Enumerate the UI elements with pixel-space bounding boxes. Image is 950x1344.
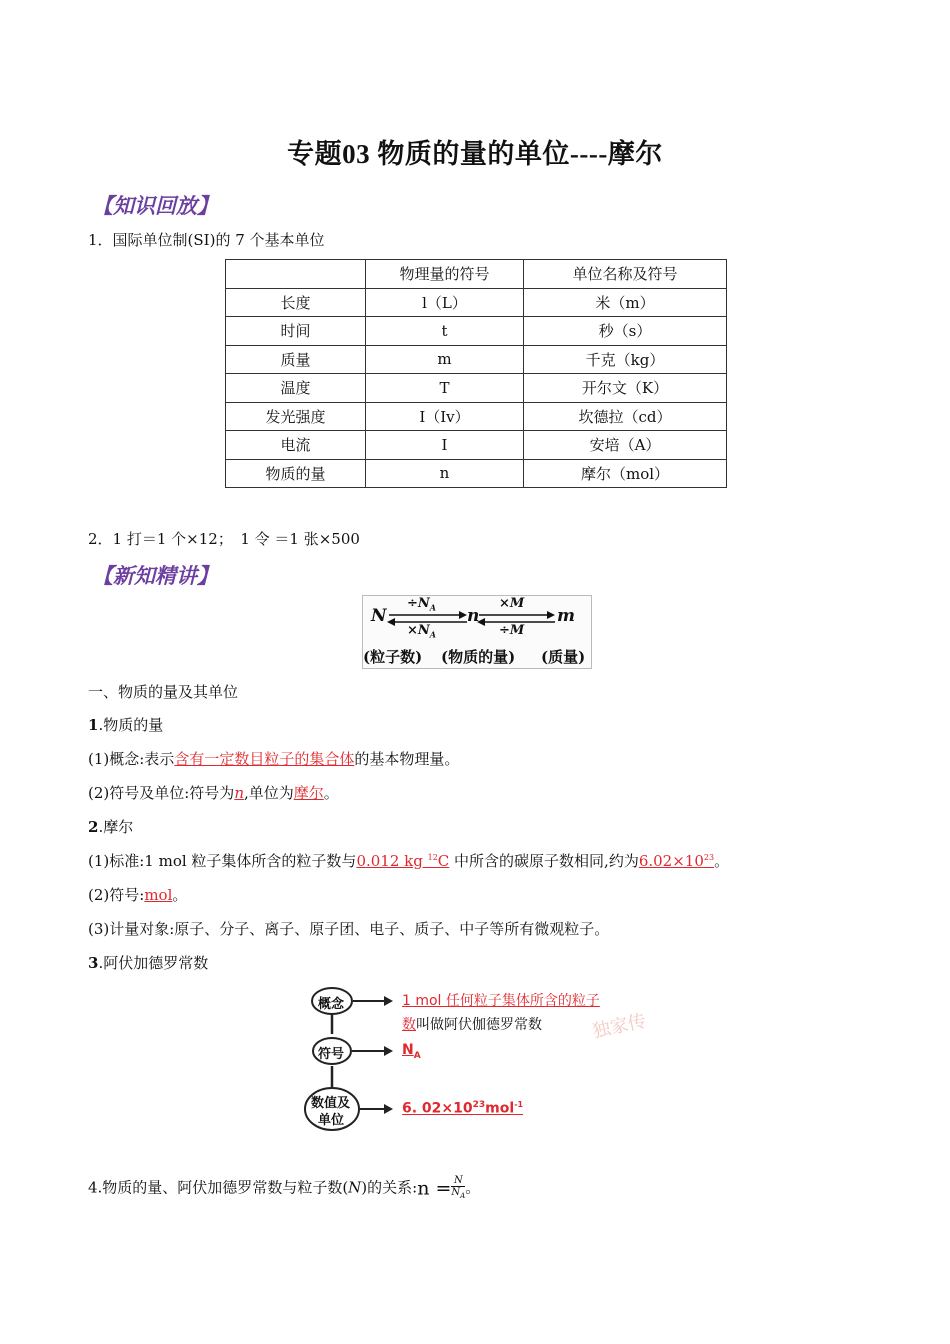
- page-title: 专题03 物质的量的单位----摩尔: [287, 139, 663, 169]
- table-cell: T: [366, 374, 524, 403]
- label-m: m: [557, 606, 575, 626]
- table-header-cell: 单位名称及符号: [524, 260, 727, 289]
- arrow-head: [384, 996, 393, 1006]
- table-header-cell: [226, 260, 366, 289]
- value-text: 6. $02\times 10^{23}mol^{-1}$: [402, 1100, 524, 1117]
- arrow-head: [547, 611, 555, 619]
- label-amount: (物质的量): [441, 648, 516, 666]
- heading-mole: 2.摩尔: [88, 818, 134, 836]
- arrow-head: [387, 618, 395, 626]
- table-cell: m: [366, 345, 524, 374]
- node-concept: 概念: [318, 997, 345, 1012]
- table-header-row: [226, 260, 727, 289]
- table-cell: l（L）: [366, 288, 524, 317]
- conversion-diagram: [362, 595, 592, 669]
- table-cell: 长度: [226, 288, 366, 317]
- table-row: [226, 459, 727, 488]
- table-cell: n: [366, 459, 524, 488]
- table-cell: 质量: [226, 345, 366, 374]
- label-div-na: $\div N_A$: [407, 596, 436, 613]
- table-cell: 物质的量: [226, 459, 366, 488]
- table-row: [226, 431, 727, 460]
- table-row: [226, 402, 727, 431]
- concept-line: (1)概念:表示含有一定数目粒子的集合体的基本物理量。: [88, 750, 460, 768]
- table-cell: t: [366, 317, 524, 346]
- formula-fraction: $\frac{N}{N_A}$: [451, 1175, 466, 1200]
- label-particles: (粒子数): [363, 648, 423, 666]
- node-value-line1: 数值及: [311, 1096, 351, 1111]
- arrow-head: [384, 1104, 393, 1114]
- concept-text-line2: 数叫做阿伏伽德罗常数: [402, 1017, 542, 1033]
- heading-avogadro: 3.阿伏加德罗常数: [88, 954, 209, 972]
- label-N: N: [371, 606, 387, 626]
- label-mul-m: ×M: [499, 596, 525, 611]
- symbol-line: (2)符号及单位:符号为n,单位为摩尔。: [88, 784, 339, 802]
- table-cell: 开尔文（K）: [524, 374, 727, 403]
- label-div-m: ÷M: [499, 623, 525, 638]
- relation-line: 4.物质的量、阿伏加德罗常数与粒子数(N)的关系:n = $\frac{N}{N_A}$ 。: [88, 1175, 481, 1200]
- table-row: [226, 317, 727, 346]
- table-cell: I（Iv）: [366, 402, 524, 431]
- section-new: 【新知精讲】: [92, 564, 218, 588]
- table-row: [226, 345, 727, 374]
- table-cell: 千克（kg）: [524, 345, 727, 374]
- arrow-head: [459, 611, 467, 619]
- mol-symbol-line: (2)符号:mol。: [88, 886, 188, 904]
- objects-line: (3)计量对象:原子、分子、离子、原子团、电子、质子、中子等所有微观粒子。: [88, 920, 610, 938]
- table-header-cell: 物理量的符号: [366, 260, 524, 289]
- heading-amount-of-substance: 1.物质的量: [88, 716, 164, 734]
- table-cell: 坎德拉（cd）: [524, 402, 727, 431]
- table-cell: 时间: [226, 317, 366, 346]
- node-symbol: 符号: [318, 1047, 345, 1062]
- table-cell: 温度: [226, 374, 366, 403]
- symbol-text: $N_A$: [402, 1042, 421, 1061]
- table-cell: 秒（s）: [524, 317, 727, 346]
- si-units-table: [225, 259, 727, 488]
- table-row: [226, 374, 727, 403]
- table-cell: 电流: [226, 431, 366, 460]
- part-1-heading: 一、物质的量及其单位: [88, 683, 239, 701]
- label-n: n: [467, 606, 480, 626]
- concept-text-line1: 1 mol 任何粒子集体所含的粒子: [402, 993, 600, 1009]
- table-cell: 摩尔（mol）: [524, 459, 727, 488]
- arrow-head: [384, 1046, 393, 1056]
- item-2: 2．1 打＝1 个×12； 1 令 ＝1 张×500: [88, 530, 360, 548]
- table-cell: 发光强度: [226, 402, 366, 431]
- table-cell: I: [366, 431, 524, 460]
- label-mass: (质量): [541, 648, 586, 666]
- table-cell: 米（m）: [524, 288, 727, 317]
- item-1: 1．国际单位制(SI)的 7 个基本单位: [88, 231, 325, 249]
- avogadro-diagram: [296, 982, 658, 1134]
- table-cell: 安培（A）: [524, 431, 727, 460]
- standard-line: (1)标准:1 mol 粒子集体所含的粒子数与0.012 kg $^{12}$C 中所含的碳原子数相同,约为$6.02\times 10^{23}$。: [88, 852, 730, 870]
- section-review: 【知识回放】: [92, 194, 218, 218]
- node-value-line2: 单位: [318, 1113, 345, 1128]
- table-row: [226, 288, 727, 317]
- watermark: 独家传: [590, 1010, 648, 1043]
- label-mul-na: $\times N_A$: [407, 623, 436, 640]
